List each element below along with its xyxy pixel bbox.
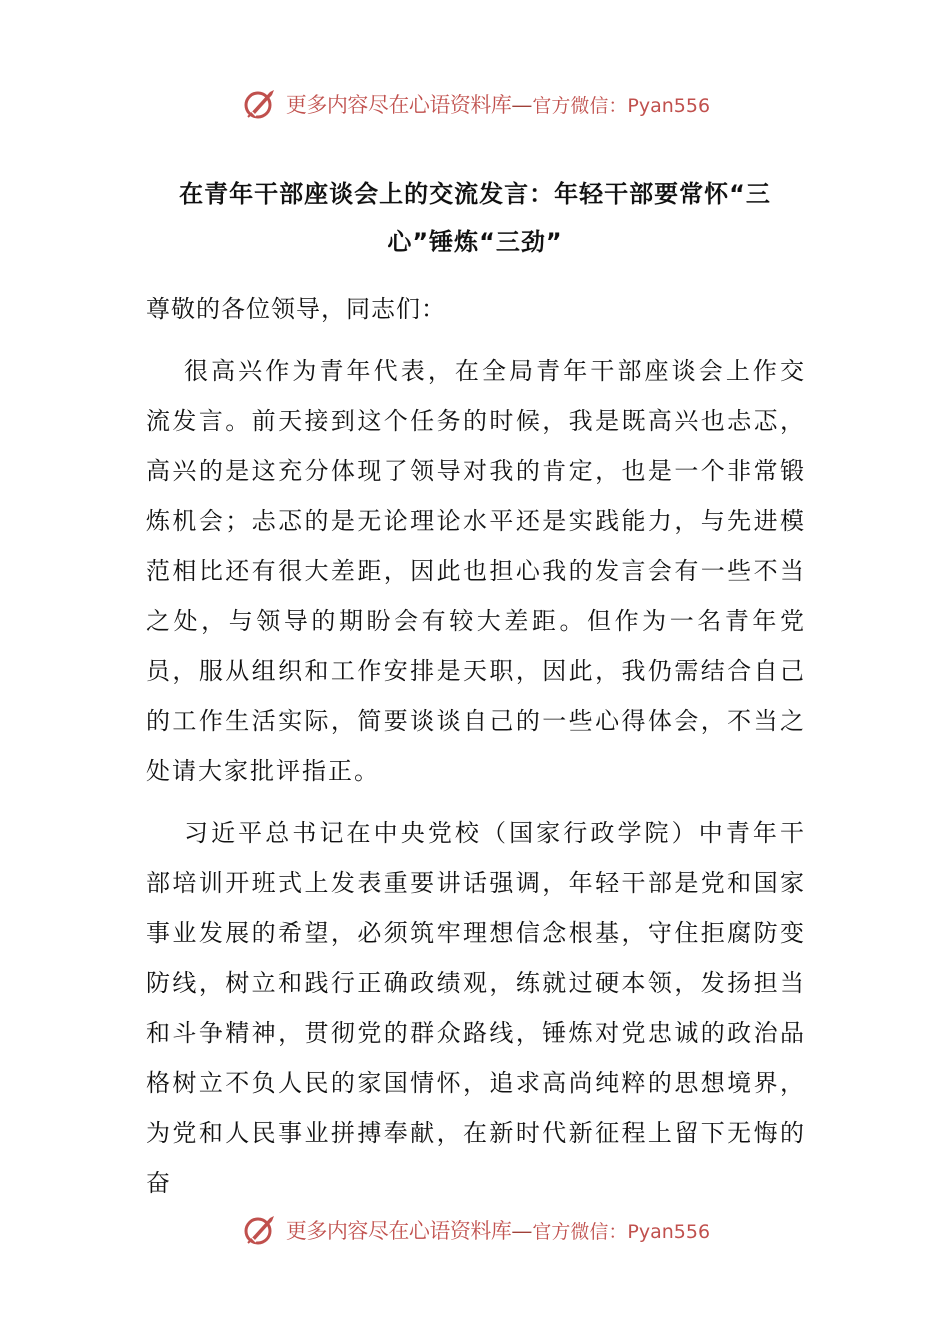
paragraph-1: 很高兴作为青年代表，在全局青年干部座谈会上作交流发言。前天接到这个任务的时候，我是既高兴也忐忑，高兴的是这充分体现了领导对我的肯定，也是一个非常锻炼机会；忐忑的是无论理论水平还是实践能力，与先进模范相比还有很大差距，因此也担心我的发言会有一些不当之处，与领导的期盼会有较大差距。但作为一名青年党员，服从组织和工作安排是天职，因此，我仍需结合自己的工作生活实际，简要谈谈自己的一些心得体会，不当之处请大家批评指正。 [146, 357, 806, 785]
greeting: 尊敬的各位领导，同志们： [146, 295, 446, 323]
document-body [146, 284, 806, 1220]
header-banner [0, 80, 950, 128]
footer-banner-main: 更多内容尽在心语资料库 [285, 1219, 512, 1243]
footer-banner-separator: — [511, 1219, 533, 1243]
footer-banner [0, 1206, 950, 1254]
paragraph-2: 习近平总书记在中央党校（国家行政学院）中青年干部培训开班式上发表重要讲话强调，年轻干部是党和国家事业发展的希望，必须筑牢理想信念根基，守住拒腐防变防线，树立和践行正确政绩观，练就过硬本领，发扬担当和斗争精神，贯彻党的群众路线，锤炼对党忠诚的政治品格树立不负人民的家国情怀，追求高尚纯粹的思想境界，为党和人民事业拼搏奉献，在新时代新征程上留下无悔的奋 [146, 819, 806, 1197]
quill-logo-icon [240, 1210, 280, 1250]
footer-banner-sub: 官方微信：Pyan556 [532, 1221, 711, 1243]
header-banner-text [286, 89, 710, 119]
quill-logo-icon [240, 84, 280, 124]
footer-banner-text [286, 1215, 710, 1245]
header-banner-main: 更多内容尽在心语资料库 [285, 93, 512, 117]
header-banner-separator: — [511, 93, 533, 117]
document-title: 在青年干部座谈会上的交流发言：年轻干部要常怀“三心”锤炼“三劲” [179, 180, 771, 256]
header-banner-sub: 官方微信：Pyan556 [532, 95, 711, 117]
